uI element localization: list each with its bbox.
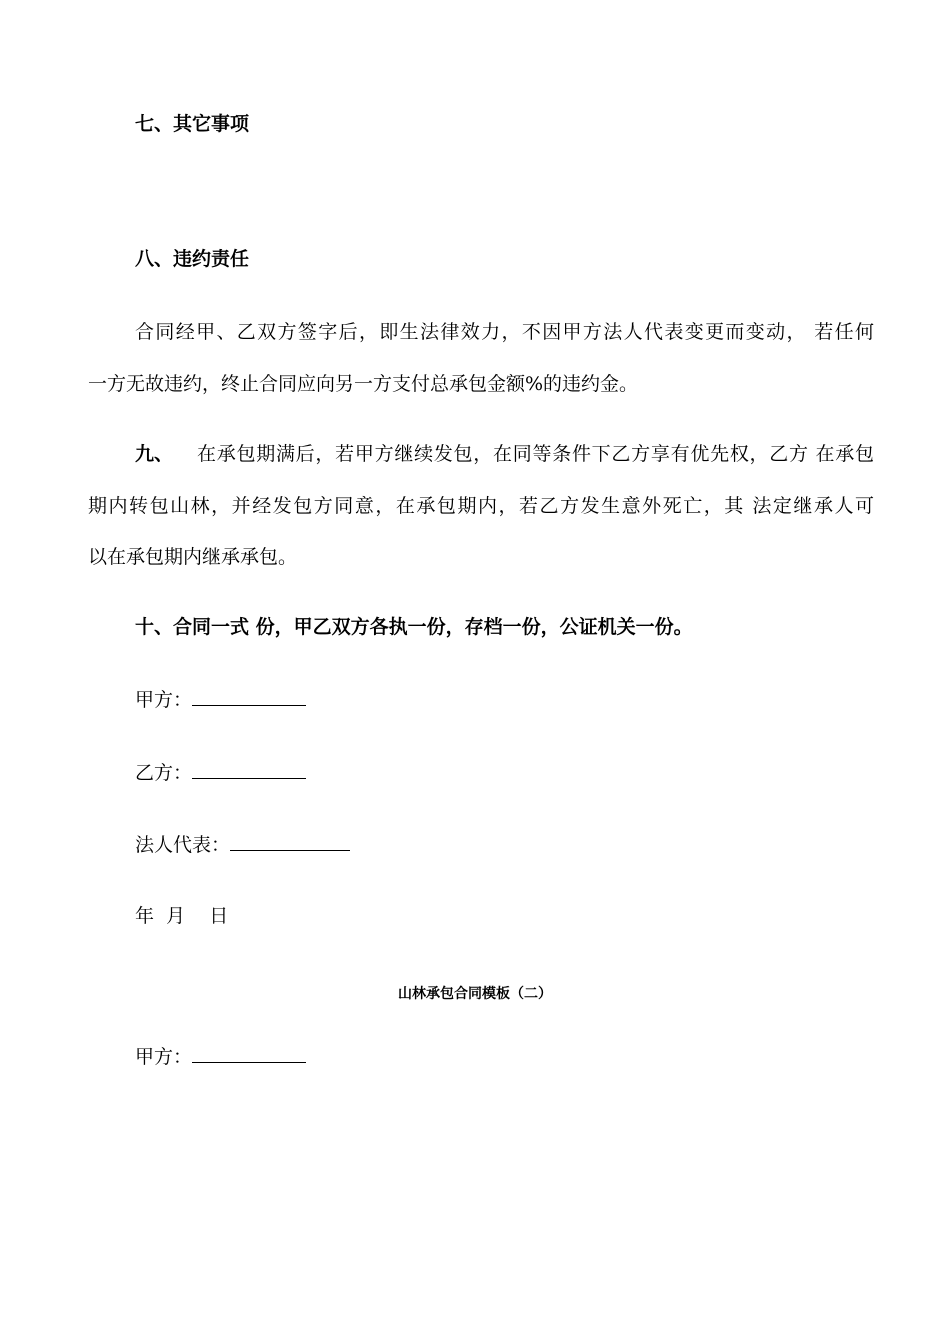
section-9-line-1 <box>135 442 874 466</box>
section-8-paragraph-line-2: 一方无故违约，终止合同应向另一方支付总承包金额%的违约金。 <box>88 373 639 395</box>
section-7-heading: 七、其它事项 <box>135 113 250 135</box>
section-10-heading: 十、合同一式 份，甲乙双方各执一份，存档一份，公证机关一份。 <box>135 616 693 638</box>
section-9-line-3: 以在承包期内继承承包。 <box>88 546 298 568</box>
template-2-title: 山林承包合同模板（二） <box>398 986 552 1002</box>
template-2-party-a-signature <box>135 1044 306 1069</box>
date-line: 年 月 日 <box>135 905 229 927</box>
party-b-label: 乙方： <box>135 762 193 784</box>
party-a-blank <box>192 687 306 706</box>
legal-representative-signature <box>135 832 350 857</box>
template-2-party-a-label: 甲方： <box>135 1046 193 1068</box>
section-8-heading: 八、违约责任 <box>135 248 250 270</box>
section-9-label: 九、 <box>135 443 174 465</box>
party-b-signature <box>135 760 306 785</box>
legal-rep-label: 法人代表： <box>135 834 231 856</box>
party-a-label: 甲方： <box>135 689 193 711</box>
party-a-signature <box>135 687 306 712</box>
legal-rep-blank <box>230 832 350 851</box>
section-9-line-1-text: 在承包期满后，若甲方继续发包，在同等条件下乙方享有优先权，乙方 在承包 <box>197 443 874 465</box>
section-9-line-2: 期内转包山林，并经发包方同意，在承包期内，若乙方发生意外死亡，其 法定继承人可 <box>88 495 874 517</box>
party-b-blank <box>192 760 306 779</box>
template-2-party-a-blank <box>192 1044 306 1063</box>
section-8-paragraph-line-1: 合同经甲、乙双方签字后，即生法律效力，不因甲方法人代表变更而变动， 若任何 <box>135 321 874 343</box>
